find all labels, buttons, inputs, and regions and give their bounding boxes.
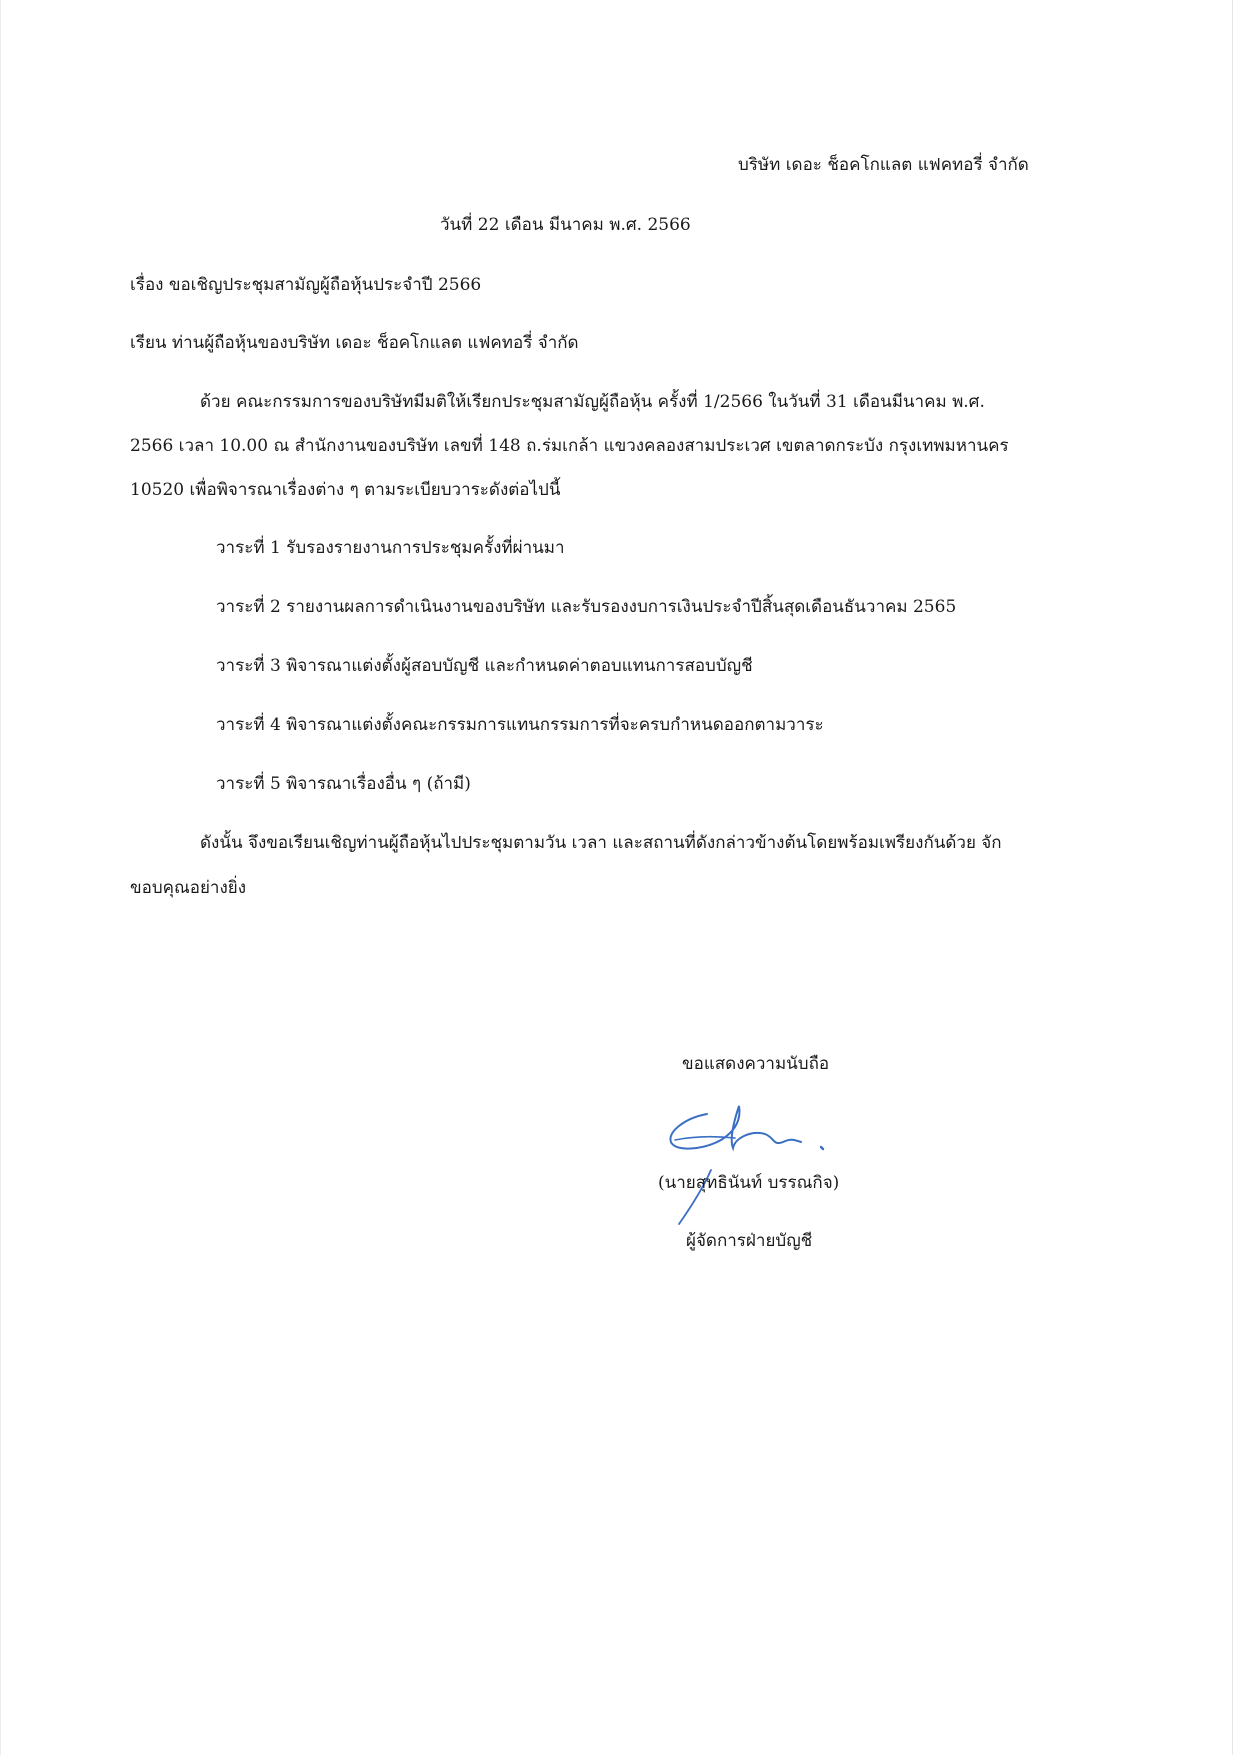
letter-subject: เรื่อง ขอเชิญประชุมสามัญผู้ถือหุ้นประจำปี 2566: [130, 275, 482, 295]
scan-edge-right: [1232, 0, 1233, 1755]
body-line: ด้วย คณะกรรมการของบริษัทมีมติให้เรียกประชุมสามัญผู้ถือหุ้น ครั้งที่ 1/2566 ในวันที่ 31 เดือนมีนาคม พ.ศ.: [200, 392, 985, 412]
signer-title: ผู้จัดการฝ่ายบัญชี: [686, 1231, 813, 1251]
body-line: 10520 เพื่อพิจารณาเรื่องต่าง ๆ ตามระเบียบวาระดังต่อไปนี้: [130, 480, 561, 500]
agenda-item-5: วาระที่ 5 พิจารณาเรื่องอื่น ๆ (ถ้ามี): [216, 774, 471, 794]
closing-line: ขอบคุณอย่างยิ่ง: [130, 878, 247, 898]
scan-edge-left: [0, 0, 1, 1755]
signer-name: (นายสุทธินันท์ บรรณกิจ): [658, 1173, 840, 1193]
body-line: 2566 เวลา 10.00 ณ สำนักงานของบริษัท เลขที่ 148 ถ.ร่มเกล้า แขวงคลองสามประเวศ เขตลาดกระบัง กรุงเทพมหานคร: [130, 436, 1009, 456]
letter-salutation: เรียน ท่านผู้ถือหุ้นของบริษัท เดอะ ช็อคโกแลต แฟคทอรี่ จำกัด: [130, 333, 579, 353]
handwritten-signature: [655, 1078, 865, 1238]
agenda-item-3: วาระที่ 3 พิจารณาแต่งตั้งผู้สอบบัญชี และกำหนดค่าตอบแทนการสอบบัญชี: [216, 656, 753, 676]
sign-off: ขอแสดงความนับถือ: [682, 1054, 830, 1074]
agenda-item-1: วาระที่ 1 รับรองรายงานการประชุมครั้งที่ผ่านมา: [216, 538, 565, 558]
letter-date: วันที่ 22 เดือน มีนาคม พ.ศ. 2566: [440, 215, 691, 235]
company-header: บริษัท เดอะ ช็อคโกแลต แฟคทอรี่ จำกัด: [738, 155, 1029, 175]
agenda-item-4: วาระที่ 4 พิจารณาแต่งตั้งคณะกรรมการแทนกรรมการที่จะครบกำหนดออกตามวาระ: [216, 715, 824, 735]
closing-line: ดังนั้น จึงขอเรียนเชิญท่านผู้ถือหุ้นไปประชุมตามวัน เวลา และสถานที่ดังกล่าวข้างต้นโดยพร้อมเพรียงกันด้วย จัก: [200, 833, 1002, 853]
agenda-item-2: วาระที่ 2 รายงานผลการดำเนินงานของบริษัท และรับรองงบการเงินประจำปีสิ้นสุดเดือนธันวาคม 2565: [216, 597, 957, 617]
